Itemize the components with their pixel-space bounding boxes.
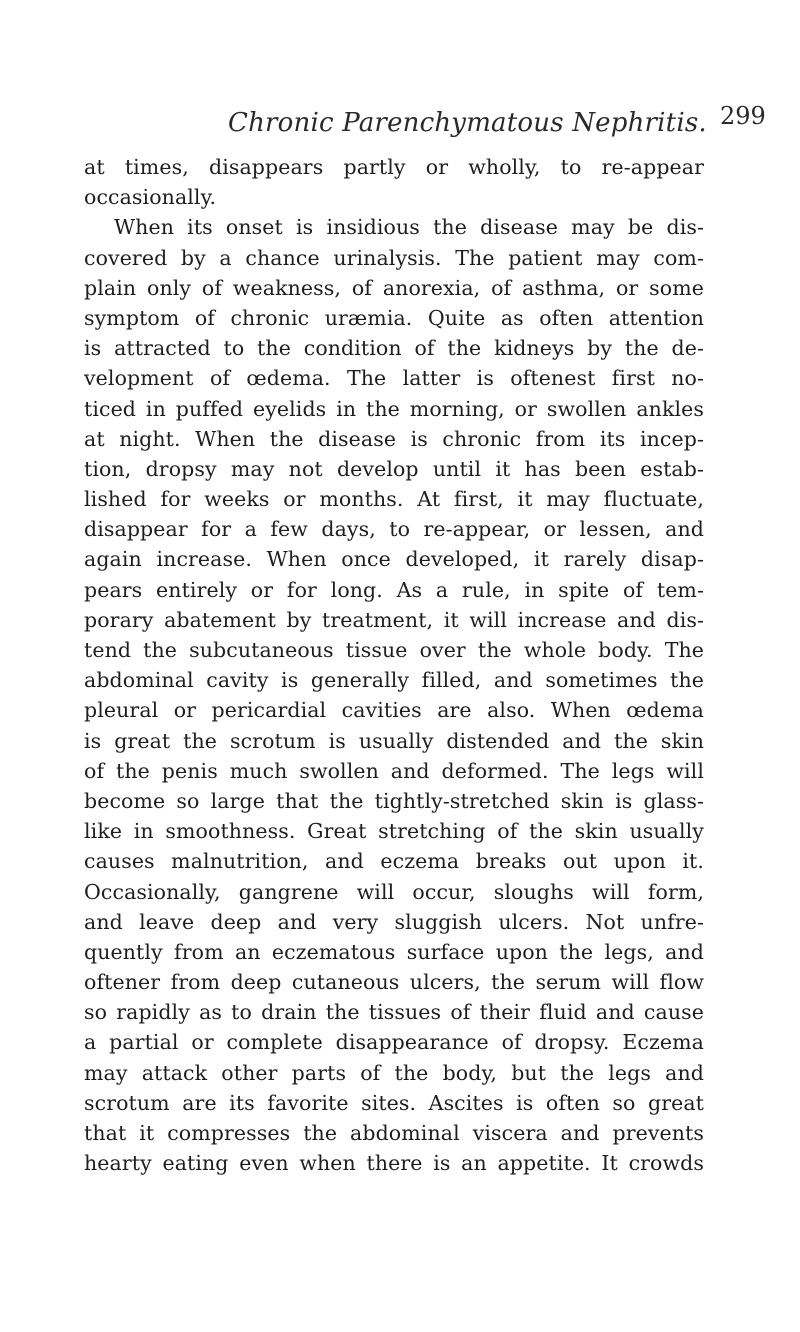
text-line: abdominal cavity is generally filled, and sometimes the bbox=[84, 668, 704, 693]
text-line: Occasionally, gangrene will occur, sloughs will form, bbox=[84, 879, 704, 904]
page-number: 299 bbox=[720, 102, 766, 130]
text-line: and leave deep and very sluggish ulcers. Not unfre- bbox=[84, 909, 704, 934]
page-header bbox=[0, 100, 800, 140]
text-line: ticed in puffed eyelids in the morning, or swollen ankles bbox=[84, 396, 704, 421]
text-line: quently from an eczematous surface upon the legs, and bbox=[84, 939, 704, 964]
text-line: again increase. When once developed, it rarely disap- bbox=[84, 547, 704, 572]
text-line: that it compresses the abdominal viscera and prevents bbox=[84, 1121, 704, 1145]
text-line: velopment of œdema. The latter is oftenest first no- bbox=[84, 366, 704, 391]
text-line: become so large that the tightly-stretched skin is glass- bbox=[84, 788, 704, 813]
text-line: disappear for a few days, to re-appear, or lessen, and bbox=[84, 517, 704, 542]
text-line: When its onset is insidious the disease may be dis- bbox=[114, 215, 704, 240]
text-line: tend the subcutaneous tissue over the whole body. The bbox=[84, 638, 704, 662]
text-line: at times, disappears partly or wholly, to re-appear bbox=[84, 155, 704, 179]
text-line: pleural or pericardial cavities are also. When œdema bbox=[84, 698, 704, 723]
text-line: so rapidly as to drain the tissues of their fluid and cause bbox=[84, 1000, 704, 1025]
text-line: causes malnutrition, and eczema breaks out upon it. bbox=[84, 849, 704, 874]
text-line: pears entirely or for long. As a rule, in spite of tem- bbox=[84, 577, 704, 602]
text-line: occasionally. bbox=[84, 185, 217, 210]
body-text bbox=[84, 152, 704, 1178]
text-line: a partial or complete disappearance of dropsy. Eczema bbox=[84, 1030, 704, 1055]
text-line: lished for weeks or months. At first, it may fluctuate, bbox=[84, 487, 704, 512]
text-line: plain only of weakness, of anorexia, of asthma, or some bbox=[84, 275, 704, 300]
text-line: tion, dropsy may not develop until it has been estab- bbox=[84, 456, 704, 481]
text-line: is attracted to the condition of the kidneys by the de- bbox=[84, 336, 704, 361]
text-line: porary abatement by treatment, it will increase and dis- bbox=[84, 607, 704, 632]
text-line: of the penis much swollen and deformed. The legs will bbox=[84, 758, 704, 783]
text-line: is great the scrotum is usually distended and the skin bbox=[84, 728, 704, 753]
text-line: hearty eating even when there is an appetite. It crowds bbox=[84, 1151, 704, 1176]
text-line: covered by a chance urinalysis. The patient may com- bbox=[84, 245, 704, 270]
running-title: Chronic Parenchymatous Nephritis. bbox=[228, 108, 707, 138]
text-line: scrotum are its favorite sites. Ascites is often so great bbox=[84, 1090, 704, 1115]
text-line: may attack other parts of the body, but the legs and bbox=[84, 1060, 704, 1085]
text-line: at night. When the disease is chronic from its incep- bbox=[84, 426, 704, 451]
text-line: symptom of chronic uræmia. Quite as often attention bbox=[84, 305, 704, 330]
text-line: like in smoothness. Great stretching of the skin usually bbox=[84, 819, 704, 844]
text-line: oftener from deep cutaneous ulcers, the serum will flow bbox=[84, 970, 704, 995]
